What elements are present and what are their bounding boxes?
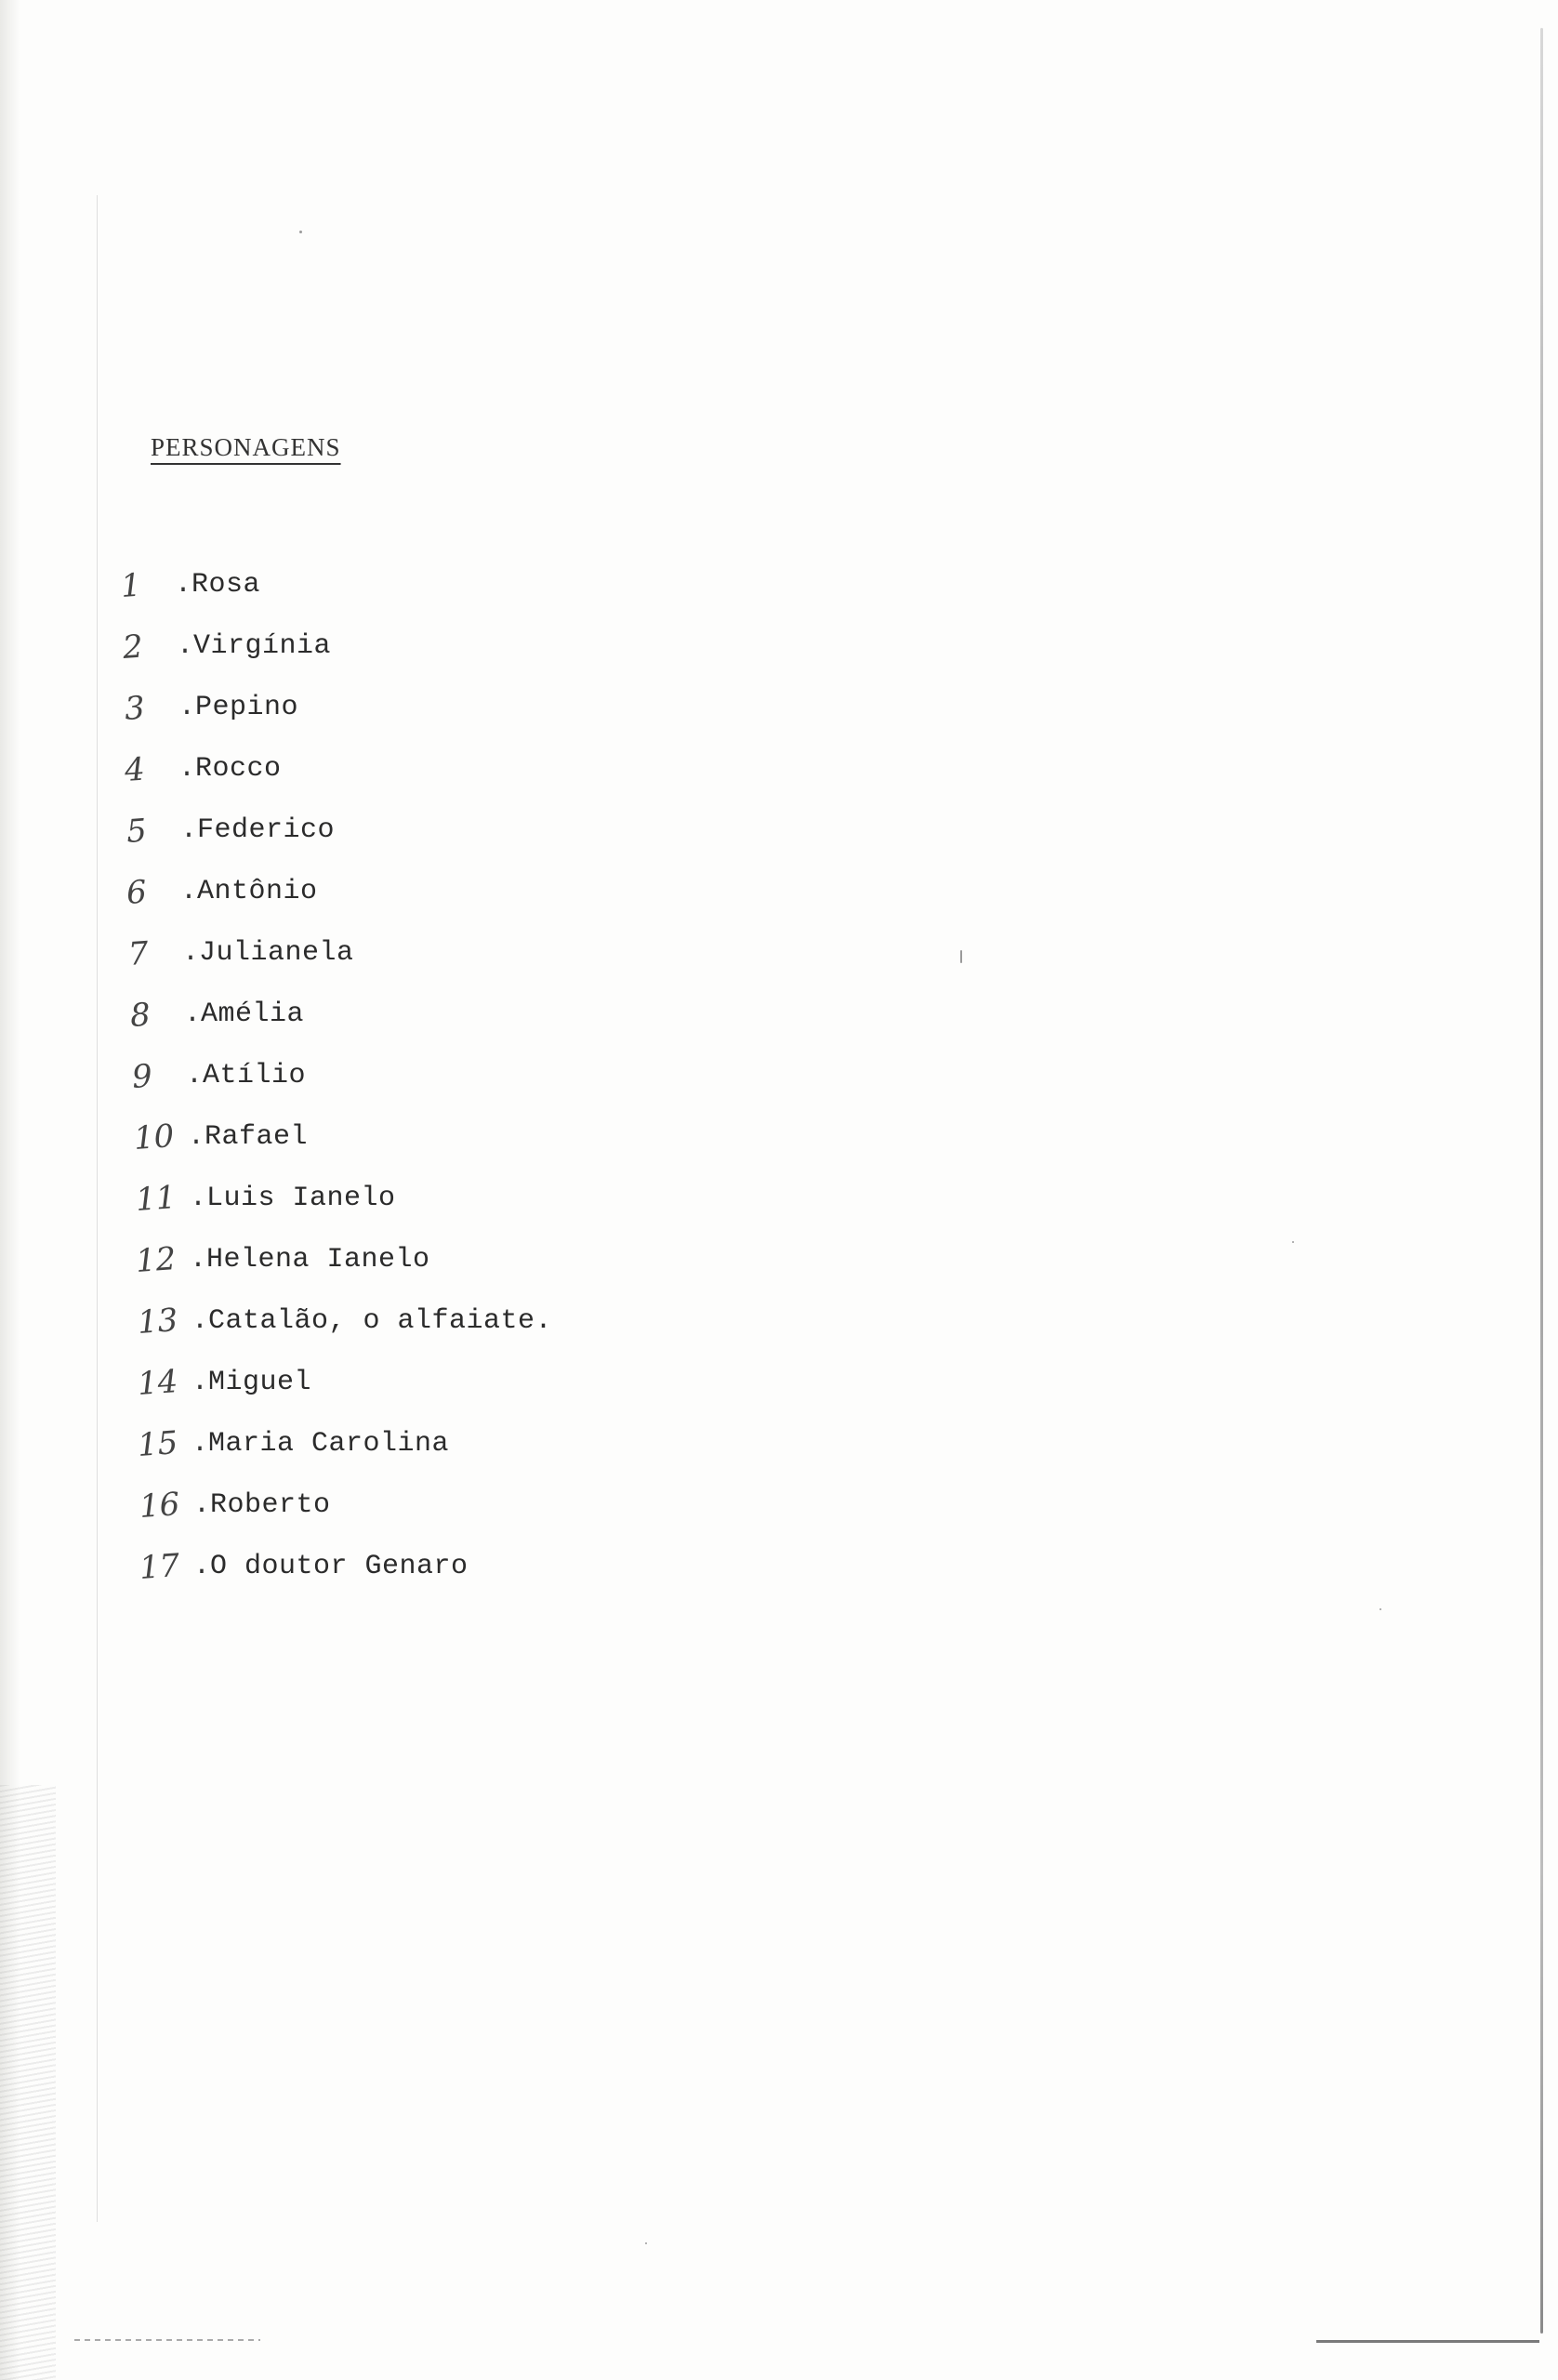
- page-title: PERSONAGENS: [151, 433, 341, 461]
- right-page-edge: [1540, 28, 1543, 2334]
- character-name: Rosa: [191, 569, 261, 601]
- list-dot: .: [186, 1060, 204, 1091]
- list-dot: .: [193, 1551, 211, 1582]
- character-name: Maria Carolina: [208, 1428, 450, 1460]
- handwritten-number: 10: [132, 1117, 176, 1157]
- list-item: [121, 1229, 552, 1290]
- handwritten-number: 17: [138, 1547, 181, 1587]
- list-item: [121, 1106, 552, 1168]
- character-name: Pepino: [195, 692, 299, 723]
- list-item: [121, 554, 552, 615]
- list-dot: .: [190, 1244, 207, 1276]
- torn-edge: [0, 1785, 56, 2380]
- page-fold-line: [97, 195, 98, 2222]
- handwritten-number: 4: [123, 750, 147, 789]
- list-dot: .: [180, 876, 198, 907]
- list-dot: .: [180, 814, 198, 846]
- list-dot: .: [175, 569, 192, 601]
- character-name: Julianela: [199, 937, 354, 969]
- list-dot: .: [193, 1489, 211, 1521]
- character-name: Atílio: [203, 1060, 307, 1091]
- handwritten-number: 9: [130, 1057, 154, 1096]
- list-item: [121, 677, 552, 738]
- list-item: [121, 800, 552, 861]
- list-item: [121, 1536, 552, 1597]
- handwritten-number: 7: [126, 934, 151, 973]
- character-name: Federico: [197, 814, 336, 846]
- list-item: [121, 1290, 552, 1352]
- list-item: [121, 615, 552, 677]
- handwritten-number: 2: [121, 628, 145, 667]
- list-dot: .: [177, 630, 194, 662]
- bottom-page-edge: [1316, 2340, 1539, 2343]
- list-item: [121, 738, 552, 800]
- handwritten-number: 5: [125, 812, 149, 851]
- character-name: Amélia: [201, 998, 305, 1030]
- list-item: [121, 922, 552, 984]
- character-list: [121, 554, 552, 1597]
- handwritten-number: 15: [136, 1424, 179, 1464]
- handwritten-number: 8: [128, 996, 152, 1035]
- character-name: Rafael: [205, 1121, 309, 1153]
- character-name: Luis Ianelo: [206, 1183, 396, 1214]
- list-item: [121, 1045, 552, 1106]
- character-name: Roberto: [210, 1489, 331, 1521]
- character-name: Catalão, o alfaiate.: [208, 1305, 553, 1337]
- handwritten-number: 3: [123, 689, 147, 728]
- list-item: [121, 1474, 552, 1536]
- character-name: O doutor Genaro: [210, 1551, 469, 1582]
- list-item: [121, 1168, 552, 1229]
- list-dot: .: [191, 1428, 209, 1460]
- list-dot: .: [184, 998, 202, 1030]
- bottom-left-edge: [74, 2339, 260, 2341]
- handwritten-number: 6: [125, 873, 149, 912]
- speck: [299, 231, 302, 233]
- speck: [645, 2242, 647, 2244]
- handwritten-number: 13: [136, 1302, 179, 1342]
- character-name: Virgínia: [193, 630, 332, 662]
- list-dot: .: [178, 753, 196, 785]
- handwritten-number: 14: [136, 1363, 179, 1403]
- list-item: [121, 1413, 552, 1474]
- handwritten-number: 1: [119, 566, 143, 605]
- character-name: Helena Ianelo: [206, 1244, 430, 1276]
- handwritten-number: 11: [134, 1179, 178, 1219]
- list-dot: .: [191, 1305, 209, 1337]
- list-dot: .: [178, 692, 196, 723]
- speck: [1380, 1608, 1381, 1610]
- list-item: [121, 984, 552, 1045]
- speck: [1292, 1241, 1294, 1243]
- list-dot: .: [191, 1367, 209, 1398]
- list-item: [121, 1352, 552, 1413]
- list-item: [121, 861, 552, 922]
- speck: [960, 950, 962, 963]
- handwritten-number: 12: [134, 1240, 178, 1280]
- handwritten-number: 16: [138, 1486, 181, 1526]
- list-dot: .: [190, 1183, 207, 1214]
- list-dot: .: [182, 937, 200, 969]
- list-dot: .: [188, 1121, 205, 1153]
- character-name: Miguel: [208, 1367, 312, 1398]
- character-name: Rocco: [195, 753, 282, 785]
- character-name: Antônio: [197, 876, 318, 907]
